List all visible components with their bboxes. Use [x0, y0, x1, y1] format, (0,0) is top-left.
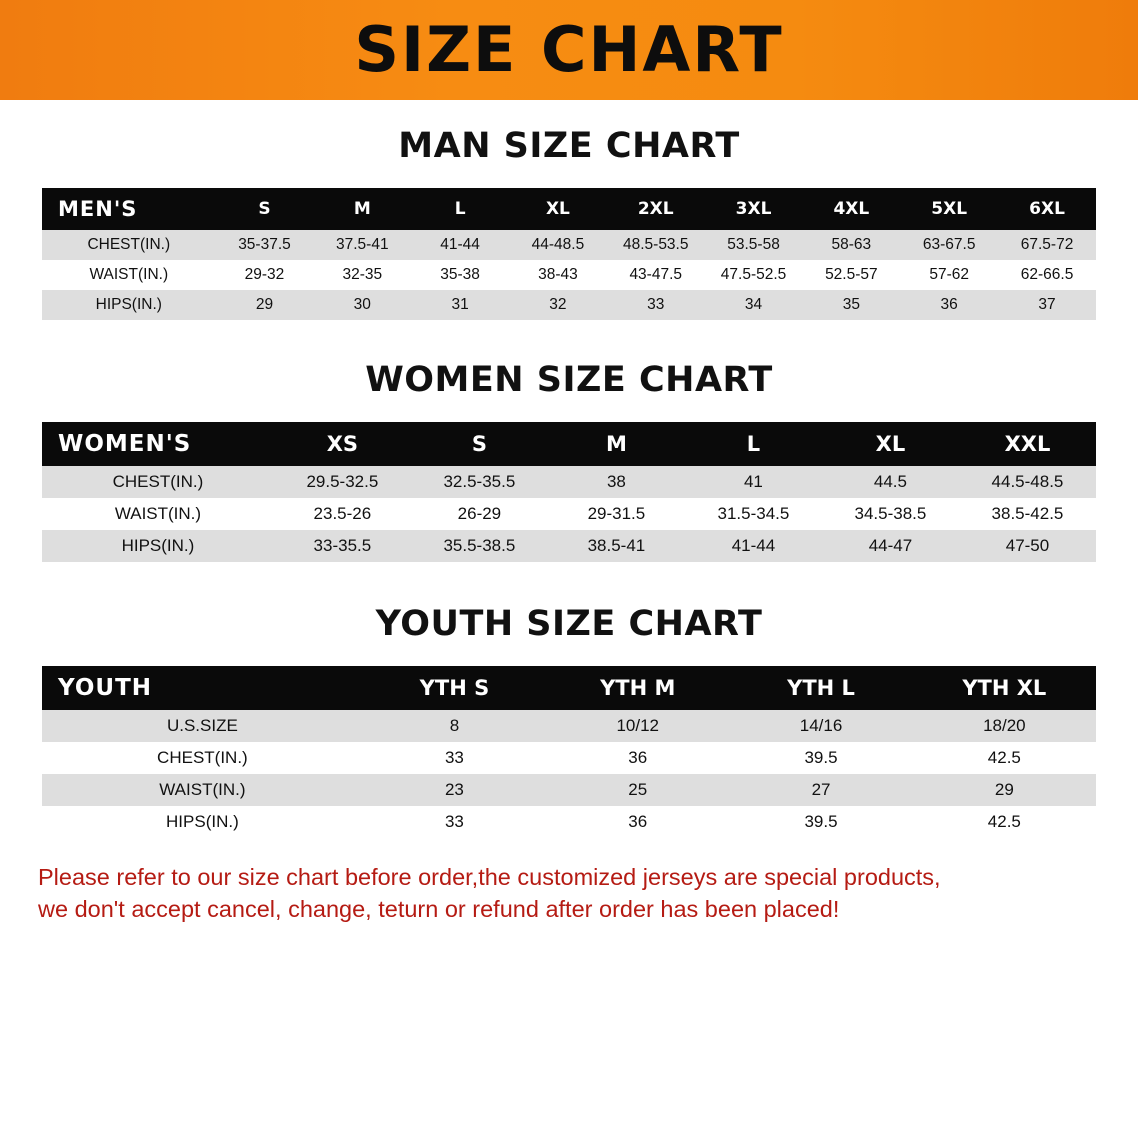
youth-size-col-3: YTH XL: [962, 676, 1047, 700]
cell: 39.5: [804, 812, 838, 831]
cell: 44-48.5: [531, 236, 585, 253]
cell: 31.5-34.5: [717, 504, 790, 523]
cell: 14/16: [799, 716, 843, 735]
cell: 47-50: [1005, 536, 1050, 555]
cell: 35: [842, 296, 860, 313]
man-size-col-4: 2XL: [637, 199, 674, 219]
cell: 38.5-42.5: [991, 504, 1064, 523]
cell: 29.5-32.5: [306, 472, 379, 491]
cell: 33-35.5: [313, 536, 372, 555]
youth-table-body: [42, 710, 1096, 838]
cell: 31: [451, 296, 469, 313]
man-table-wrap: [0, 188, 1138, 320]
man-header-label: MEN'S: [58, 197, 138, 221]
cell: 67.5-72: [1020, 236, 1074, 253]
youth-section-title: YOUTH SIZE CHART: [375, 604, 763, 644]
cell: 44.5: [873, 472, 907, 491]
row-label: WAIST(IN.): [159, 780, 246, 799]
table-row: [42, 742, 1096, 774]
table-row: [42, 710, 1096, 742]
row-label: CHEST(IN.): [112, 472, 204, 491]
cell: 32-35: [342, 266, 383, 283]
man-size-col-7: 5XL: [931, 199, 968, 219]
cell: 30: [353, 296, 371, 313]
cell: 52.5-57: [825, 266, 878, 283]
cell: 36: [628, 812, 648, 831]
banner: [0, 0, 1138, 100]
cell: 35-37.5: [238, 236, 291, 253]
cell: 57-62: [929, 266, 969, 283]
youth-size-col-0: YTH S: [419, 676, 490, 700]
cell: 33: [444, 748, 464, 767]
table-row: [42, 530, 1096, 562]
cell: 38-43: [538, 266, 578, 283]
table-row: [42, 290, 1096, 320]
cell: 10/12: [616, 716, 659, 735]
cell: 62-66.5: [1020, 266, 1074, 283]
row-label: HIPS(IN.): [166, 812, 239, 831]
cell: 32: [549, 296, 567, 313]
cell: 29-31.5: [587, 504, 646, 523]
cell: 29: [994, 780, 1014, 799]
women-size-col-4: XL: [875, 432, 906, 456]
cell: 38.5-41: [587, 536, 646, 555]
man-size-col-2: L: [454, 199, 466, 219]
man-size-col-0: S: [258, 199, 271, 219]
disclaimer-line-2: we don't accept cancel, change, teturn or refund after order has been placed!: [38, 895, 840, 922]
cell: 41: [743, 472, 763, 491]
women-size-col-2: M: [605, 432, 627, 456]
cell: 25: [628, 780, 648, 799]
cell: 18/20: [983, 716, 1026, 735]
table-row: [42, 774, 1096, 806]
table-row: [42, 498, 1096, 530]
cell: 38: [606, 472, 626, 491]
cell: 8: [449, 716, 460, 735]
youth-size-table: [42, 666, 1096, 838]
women-size-col-1: S: [471, 432, 487, 456]
man-size-col-3: XL: [545, 199, 570, 219]
cell: 32.5-35.5: [443, 472, 516, 491]
women-size-col-0: XS: [326, 432, 359, 456]
cell: 41-44: [440, 236, 480, 253]
table-row: [42, 230, 1096, 260]
cell: 36: [628, 748, 648, 767]
disclaimer-line-1: Please refer to our size chart before order,the customized jerseys are special products,: [38, 864, 941, 890]
table-header-row: [42, 422, 1096, 466]
row-label: WAIST(IN.): [89, 266, 169, 283]
women-size-table: [42, 422, 1096, 562]
cell: 39.5: [804, 748, 838, 767]
women-table-wrap: [0, 422, 1138, 562]
man-section-title: MAN SIZE CHART: [398, 126, 740, 166]
table-header-row: [42, 188, 1096, 230]
man-size-table: [42, 188, 1096, 320]
cell: 43-47.5: [629, 266, 683, 283]
cell: 37.5-41: [336, 236, 389, 253]
youth-header-label: YOUTH: [58, 675, 153, 701]
cell: 36: [940, 296, 958, 313]
man-size-col-6: 4XL: [833, 199, 870, 219]
women-size-col-3: L: [746, 432, 761, 456]
row-label: HIPS(IN.): [95, 296, 162, 313]
man-table-head: [42, 188, 1096, 230]
table-header-row: [42, 666, 1096, 710]
women-section-title: WOMEN SIZE CHART: [365, 360, 773, 400]
cell: 33: [647, 296, 665, 313]
row-label: CHEST(IN.): [87, 236, 171, 253]
cell: 42.5: [987, 748, 1021, 767]
cell: 33: [444, 812, 464, 831]
disclaimer-note: [38, 862, 1100, 925]
man-size-col-8: 6XL: [1029, 199, 1065, 219]
youth-size-col-2: YTH L: [787, 676, 855, 700]
man-size-col-5: 3XL: [735, 199, 772, 219]
cell: 34: [744, 296, 763, 313]
women-table-head: [42, 422, 1096, 466]
cell: 35-38: [440, 266, 480, 283]
page-title: SIZE CHART: [354, 13, 784, 86]
cell: 47.5-52.5: [720, 266, 787, 283]
row-label: WAIST(IN.): [114, 504, 202, 523]
cell: 29: [255, 296, 274, 313]
row-label: U.S.SIZE: [166, 716, 238, 735]
cell: 35.5-38.5: [443, 536, 516, 555]
cell: 26-29: [457, 504, 502, 523]
women-size-col-5: XXL: [1004, 432, 1051, 456]
cell: 42.5: [987, 812, 1021, 831]
cell: 44-47: [868, 536, 913, 555]
cell: 41-44: [731, 536, 776, 555]
cell: 27: [811, 780, 831, 799]
women-table-body: [42, 466, 1096, 562]
cell: 48.5-53.5: [622, 236, 689, 253]
table-row: [42, 466, 1096, 498]
man-table-body: [42, 230, 1096, 320]
cell: 29-32: [244, 266, 285, 283]
cell: 23.5-26: [313, 504, 372, 523]
cell: 63-67.5: [922, 236, 976, 253]
youth-table-head: [42, 666, 1096, 710]
cell: 53.5-58: [727, 236, 780, 253]
row-label: CHEST(IN.): [157, 748, 248, 767]
cell: 44.5-48.5: [991, 472, 1064, 491]
cell: 34.5-38.5: [854, 504, 927, 523]
cell: 23: [444, 780, 464, 799]
youth-size-col-1: YTH M: [600, 676, 676, 700]
table-row: [42, 260, 1096, 290]
man-size-col-1: M: [353, 199, 371, 219]
table-row: [42, 806, 1096, 838]
row-label: HIPS(IN.): [121, 536, 195, 555]
cell: 58-63: [831, 236, 872, 253]
youth-table-wrap: [0, 666, 1138, 838]
cell: 37: [1038, 296, 1056, 313]
women-header-label: WOMEN'S: [58, 431, 192, 457]
